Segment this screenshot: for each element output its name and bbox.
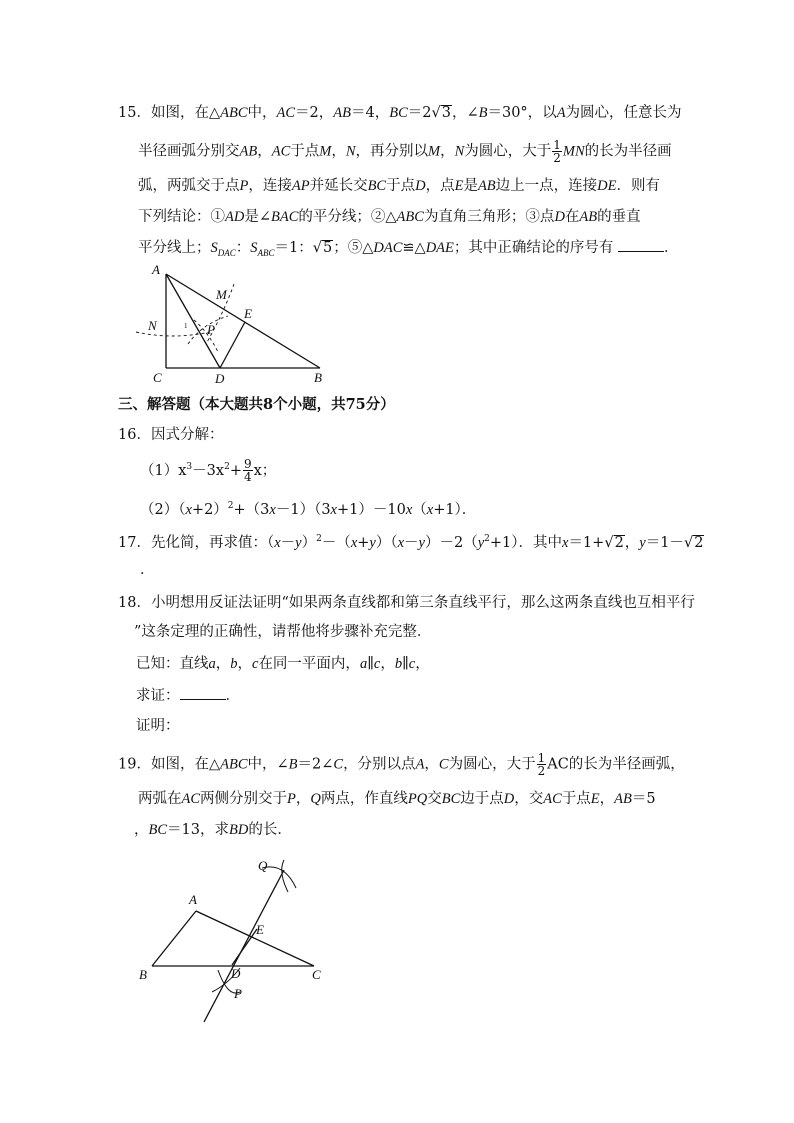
q19-triangle-figure bbox=[132, 852, 332, 1027]
sqrt-2-b: 2 bbox=[694, 534, 704, 551]
label-A: A bbox=[189, 892, 197, 907]
label-E: E bbox=[244, 306, 252, 321]
sqrt-5: 5 bbox=[322, 240, 333, 256]
section-3-title: 三、解答题（本大题共8个小题，共75分） bbox=[118, 396, 395, 413]
label-A: A bbox=[152, 262, 160, 277]
sqrt-2-a: 2 bbox=[614, 534, 624, 551]
q15-triangle-figure bbox=[132, 262, 332, 390]
q18-proof: 证明： bbox=[136, 718, 180, 734]
angle-label-1: 1 bbox=[184, 322, 188, 330]
fraction-one-half-q19: $\frac{1}{2}$ bbox=[537, 751, 546, 778]
label-P: P bbox=[207, 322, 215, 337]
q16-part-2: $(2)(x+2)^2+(3x-1)(3x+1)-10x(x+1)$． bbox=[140, 501, 477, 518]
q15-line-1: 15．如图，在△ABC中，AC＝2，AB＝4，BC＝2√3，∠B＝30°，以A为圆心，任意长为 bbox=[118, 105, 682, 121]
segment-DE bbox=[220, 322, 245, 368]
label-N: N bbox=[148, 318, 157, 333]
label-C: C bbox=[312, 967, 321, 982]
segment-DA bbox=[232, 929, 257, 965]
q18-prove: 求证： ． bbox=[136, 688, 240, 704]
q18-line-1: 18．小明想用反证法证明“如果两条直线都和第三条直线平行，那么这两条直线也互相平行 bbox=[118, 595, 695, 611]
label-D: D bbox=[215, 371, 225, 386]
answer-blank-q18[interactable] bbox=[180, 687, 226, 700]
segment-AC bbox=[196, 911, 314, 966]
label-M: M bbox=[216, 287, 227, 302]
segment-AD bbox=[166, 274, 220, 368]
q19-line-3: ，BC＝13，求BD的长． bbox=[134, 822, 292, 838]
answer-blank-q15[interactable] bbox=[618, 239, 664, 252]
label-C: C bbox=[153, 370, 162, 385]
label-B: B bbox=[314, 370, 322, 385]
label-E: E bbox=[256, 922, 264, 937]
q19-line-2: 两弧在AC两侧分别交于P，Q两点，作直线PQ交BC边于点D，交AC于点E，AB＝5 bbox=[138, 791, 656, 807]
q17-line-2: ． bbox=[140, 562, 155, 578]
q15-line-3: 弧，两弧交于点P，连接AP并延长交BC于点D，点E是AB边上一点，连接DE．则有 bbox=[138, 178, 661, 194]
sqrt-3: 3 bbox=[441, 105, 451, 121]
segment-AB bbox=[166, 274, 320, 368]
q18-line-2: ”这条定理的正确性，请帮他将步骤补充完整． bbox=[134, 624, 432, 640]
label-B: B bbox=[139, 967, 147, 982]
q15-line-4: 下列结论：①AD是∠BAC的平分线；②△ABC为直角三角形；③点D在AB的垂直 bbox=[138, 209, 641, 225]
q16-intro: 16．因式分解： bbox=[118, 427, 224, 443]
q18-given: 已知：直线a，b，c在同一平面内，a∥c，b∥c， bbox=[136, 656, 430, 672]
q15-line-2: 半径画弧分别交AB，AC于点M，N，再分别以M，N为圆心，大于 $\frac{1}{2}$ MN的长为半径画 bbox=[138, 138, 672, 165]
label-P: P bbox=[234, 986, 242, 1001]
label-Q: Q bbox=[258, 858, 268, 873]
q16-part-1: $(1)x^3-3x^2+$ $\frac{9}{4}$ x； bbox=[140, 457, 277, 485]
q17-line-1: 17．先化简，再求值：$(x-y)^2-(x+y)(x-y)-2(y^2+1)$．其中x＝1+√2，y＝1－√2 bbox=[118, 534, 704, 551]
q19-line-1: 19．如图，在△ABC中，∠B＝2∠C，分别以点A，C为圆心，大于 $\frac{1}{2}$ AC的长为半径画弧， bbox=[118, 751, 685, 778]
label-D: D bbox=[231, 966, 241, 981]
q15-line-5: 平分线上；$S_{DAC}$：$S_{ABC}=1$：√5；⑤△DAC≌△DAE；其中正确结论的序号有 ． bbox=[138, 240, 679, 258]
segment-BA bbox=[152, 911, 196, 966]
fraction-nine-fourths: $\frac{9}{4}$ bbox=[243, 457, 252, 485]
fraction-one-half: $\frac{1}{2}$ bbox=[553, 138, 561, 165]
arc-Q-2 bbox=[282, 860, 288, 892]
